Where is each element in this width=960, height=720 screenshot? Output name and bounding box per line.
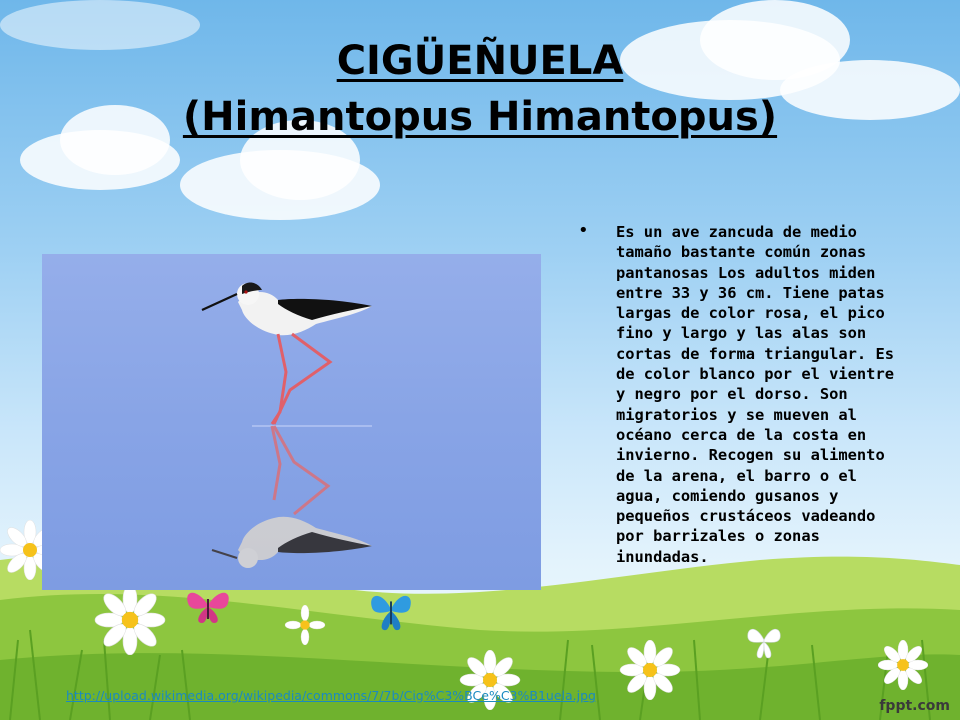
description-bullet	[578, 222, 908, 567]
pink-butterfly-icon	[182, 585, 234, 627]
slide-title-line1: CIGÜEÑUELA	[336, 38, 624, 84]
blue-butterfly-icon	[366, 588, 416, 634]
black-winged-stilt-photo	[42, 254, 541, 590]
daisy-icon	[878, 640, 928, 690]
white-butterfly-icon	[744, 622, 784, 662]
daisy-icon	[90, 585, 170, 655]
bullet-marker: •	[578, 220, 589, 241]
source-link[interactable]: http://upload.wikimedia.org/wikipedia/commons/7/7b/Cig%C3%BCe%C3%B1uela.jpg	[66, 688, 596, 703]
daisy-icon	[280, 605, 330, 645]
slide-title-line2: (Himantopus Himantopus)	[182, 94, 778, 140]
description-text: Es un ave zancuda de medio tamaño bastante común zonas pantanosas Los adultos miden entre 33 y 36 cm. Tiene patas largas de color rosa, el pico fino y largo y las alas son cortas de forma triangular. Es de color blanco por el vientre y negro por el dorso. Son migratorios y se mueven al océano cerca de la costa en invierno. Recogen su alimento de la arena, el barro o el agua, comiendo gusanos y pequeños crustáceos vadeando por barrizales o zonas inundadas.	[616, 223, 894, 566]
brand-watermark: fppt.com	[879, 698, 950, 714]
daisy-icon	[610, 640, 690, 700]
